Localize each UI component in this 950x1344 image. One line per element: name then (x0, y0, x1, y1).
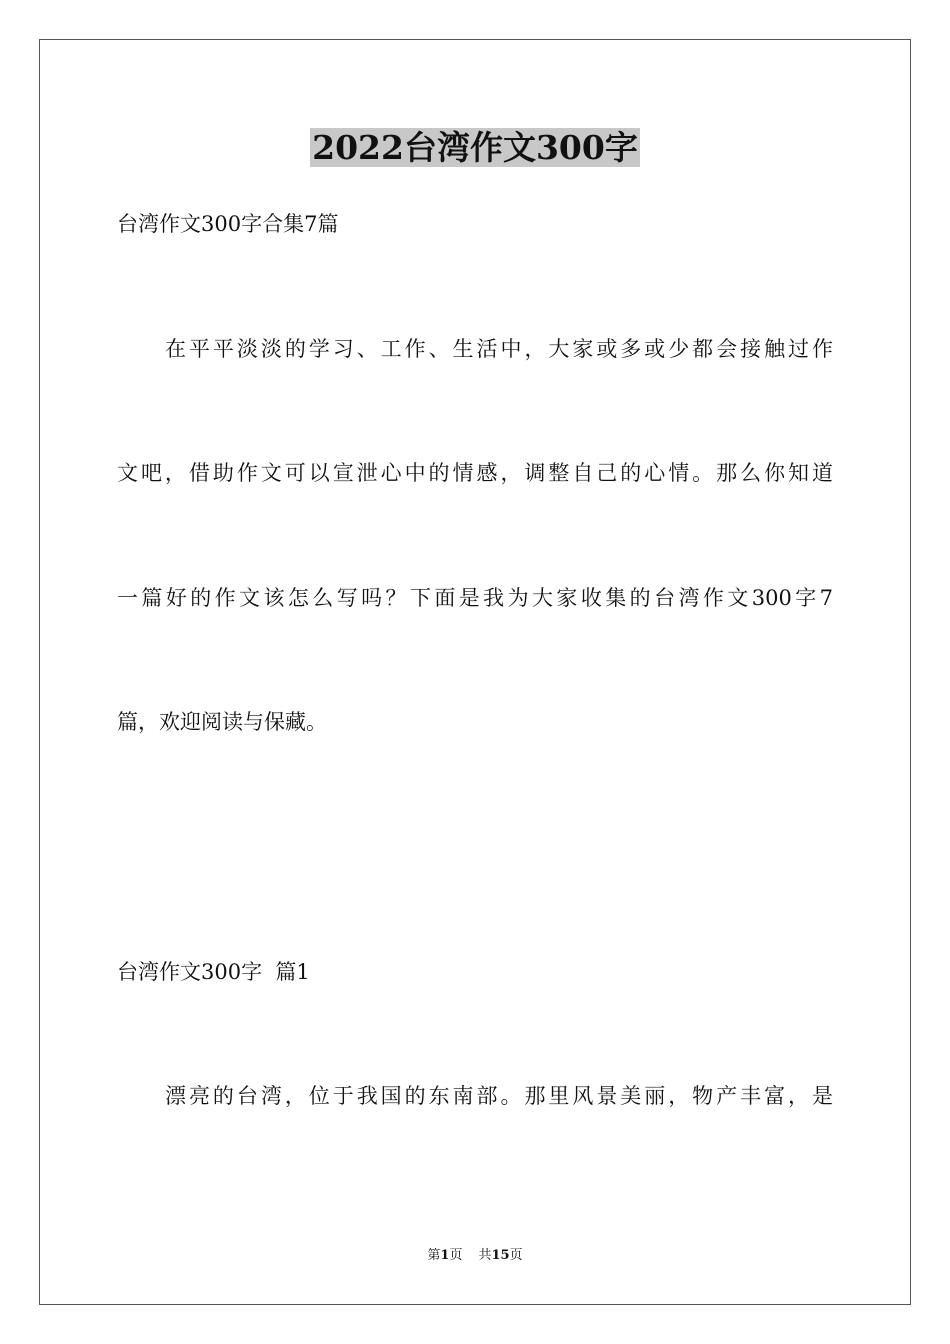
section-line-1: 漂亮的台湾，位于我国的东南部。那里风景美丽，物产丰富，是 (165, 1084, 833, 1108)
page-footer (0, 1246, 950, 1266)
footer-total-suffix: 页 (509, 1248, 523, 1263)
footer-total-pages: 15 (491, 1248, 510, 1263)
intro-line-2: 文吧，借助作文可以宣泄心中的情感，调整自己的心情。那么你知道 (117, 461, 833, 485)
section-heading: 台湾作文300字 篇1 (117, 960, 310, 984)
footer-page-prefix: 第 (427, 1248, 441, 1263)
document-title-text: 2022台湾作文300字 (312, 128, 638, 167)
document-title (0, 126, 950, 170)
document-subtitle: 台湾作文300字合集7篇 (117, 212, 339, 236)
footer-total-prefix: 共 (478, 1248, 492, 1263)
intro-line-1: 在平平淡淡的学习、工作、生活中，大家或多或少都会接触过作 (165, 337, 833, 361)
intro-line-3: 一篇好的作文该怎么写吗？下面是我为大家收集的台湾作文300字7 (117, 586, 833, 610)
footer-page-suffix: 页 (449, 1248, 463, 1263)
footer-page-number: 1 (440, 1248, 450, 1263)
intro-line-4: 篇，欢迎阅读与保藏。 (117, 710, 327, 734)
